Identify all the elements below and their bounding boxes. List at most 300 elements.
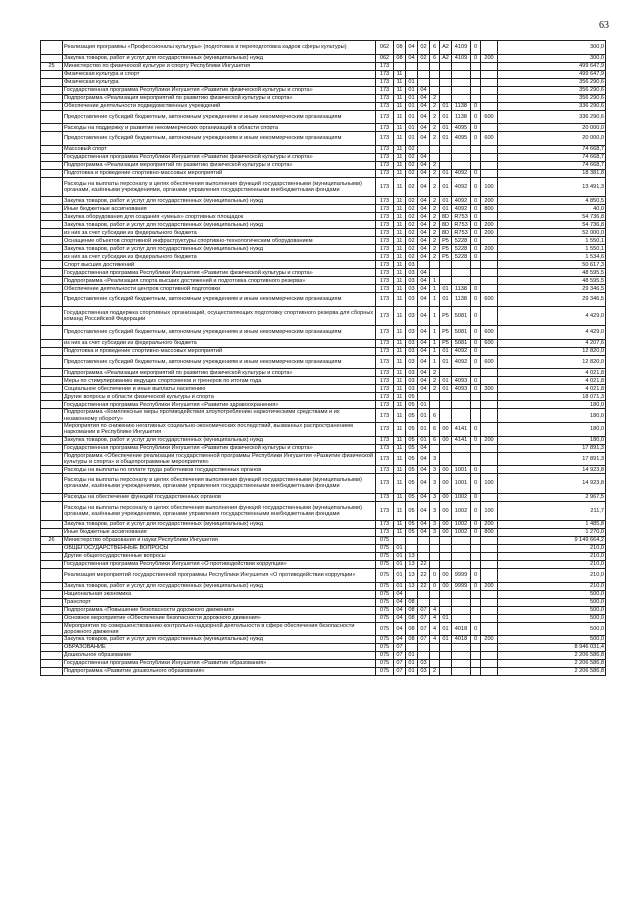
table-row (41, 598, 606, 606)
code-cell: 05 (406, 436, 418, 444)
code-cell: 00 (440, 528, 452, 536)
table-row (41, 582, 606, 590)
code-cell: 8D (440, 229, 452, 237)
code-cell: 173 (376, 78, 394, 86)
code-cell: 173 (376, 466, 394, 474)
row-number-cell (41, 253, 63, 261)
amount-cell: 356 290,6 (498, 78, 606, 86)
table-row (41, 132, 606, 146)
amount-cell: 29 346,5 (498, 285, 606, 293)
code-cell (471, 161, 481, 169)
code-cell: 0 (471, 326, 481, 340)
amount-cell: 1 485,8 (498, 520, 606, 528)
code-cell: 800 (481, 205, 498, 213)
code-cell: 03 (406, 355, 418, 369)
amount-cell: 18 071,3 (498, 393, 606, 401)
code-cell: 173 (376, 253, 394, 261)
code-cell: 01 (440, 355, 452, 369)
amount-cell: 74 668,7 (498, 153, 606, 161)
table-row (41, 153, 606, 161)
code-cell: 01 (406, 668, 418, 676)
code-cell: 8D (440, 213, 452, 221)
code-cell: 04 (418, 213, 430, 221)
code-cell (430, 78, 440, 86)
code-cell: 22 (418, 568, 430, 582)
code-cell: 04 (418, 102, 430, 110)
code-cell: 11 (394, 229, 406, 237)
code-cell: 05 (406, 493, 418, 501)
code-cell: 0 (471, 41, 481, 55)
item-name-cell: Закупка товаров, работ и услуг для государственных (муниципальных) нужд (63, 245, 376, 253)
code-cell: 173 (376, 474, 394, 493)
code-cell: 02 (406, 237, 418, 245)
item-name-cell: Закупка товаров, работ и услуг для государственных (муниципальных) нужд (63, 197, 376, 205)
code-cell: 03 (406, 306, 418, 325)
code-cell: 04 (418, 86, 430, 94)
code-cell (481, 652, 498, 660)
amount-cell: 9 149 664,2 (498, 536, 606, 544)
code-cell (481, 86, 498, 94)
amount-cell: 180,0 (498, 436, 606, 444)
code-cell: 173 (376, 153, 394, 161)
code-cell: 11 (394, 261, 406, 269)
item-name-cell: Предоставление субсидий бюджетным, автономным учреждениям и иным некоммерческим организациям (63, 110, 376, 124)
code-cell: 2 (430, 668, 440, 676)
code-cell: 11 (394, 213, 406, 221)
row-number-cell (41, 145, 63, 153)
row-number-cell (41, 369, 63, 377)
code-cell (481, 124, 498, 132)
code-cell: 173 (376, 102, 394, 110)
code-cell: 11 (394, 169, 406, 177)
table-row (41, 385, 606, 393)
code-cell: 04 (418, 385, 430, 393)
code-cell: 05 (406, 501, 418, 520)
code-cell: 075 (376, 614, 394, 622)
code-cell: 11 (394, 436, 406, 444)
row-number-cell (41, 560, 63, 568)
code-cell (430, 393, 440, 401)
code-cell: 01 (406, 660, 418, 668)
code-cell: 075 (376, 660, 394, 668)
table-row (41, 644, 606, 652)
code-cell: 173 (376, 409, 394, 423)
code-cell: 4018 (452, 622, 471, 636)
table-row (41, 229, 606, 237)
row-number-cell: 26 (41, 536, 63, 544)
row-number-cell (41, 377, 63, 385)
code-cell: P5 (440, 306, 452, 325)
table-row (41, 409, 606, 423)
code-cell: 4 (430, 622, 440, 636)
code-cell: 1002 (452, 493, 471, 501)
row-number-cell (41, 668, 63, 676)
code-cell: P5 (440, 245, 452, 253)
code-cell (452, 544, 471, 552)
code-cell: 04 (418, 377, 430, 385)
code-cell (481, 169, 498, 177)
code-cell: 600 (481, 132, 498, 146)
code-cell: 04 (418, 501, 430, 520)
row-number-cell (41, 614, 63, 622)
table-row (41, 54, 606, 62)
code-cell: 07 (394, 644, 406, 652)
code-cell (471, 401, 481, 409)
code-cell: 0 (471, 213, 481, 221)
code-cell: 5081 (452, 326, 471, 340)
code-cell: 11 (394, 409, 406, 423)
code-cell: 01 (418, 409, 430, 423)
code-cell (481, 560, 498, 568)
code-cell: 173 (376, 197, 394, 205)
item-name-cell: из них за счет субсидии из федерального бюджета (63, 229, 376, 237)
code-cell: 2 (430, 245, 440, 253)
code-cell (418, 261, 430, 269)
table-row (41, 422, 606, 436)
item-name-cell: Закупка товаров, работ и услуг для государственных (муниципальных) нужд (63, 636, 376, 644)
item-name-cell: Государственная программа Республики Ингушетия «Развитие физической культуры и спорта» (63, 86, 376, 94)
table-row (41, 269, 606, 277)
table-row (41, 237, 606, 245)
code-cell: 02 (418, 41, 430, 55)
code-cell: 11 (394, 347, 406, 355)
code-cell: 01 (440, 169, 452, 177)
item-name-cell: Подпрограмма «Повышение безопасности дорожного движения» (63, 606, 376, 614)
code-cell: 00 (440, 436, 452, 444)
code-cell: 1138 (452, 293, 471, 307)
code-cell (406, 644, 418, 652)
code-cell: 01 (406, 110, 418, 124)
code-cell (452, 444, 471, 452)
row-number-cell (41, 422, 63, 436)
row-number-cell (41, 285, 63, 293)
item-name-cell: Подпрограмма «Реализация мероприятий по развитию физической культуры и спорта» (63, 369, 376, 377)
code-cell: 11 (394, 102, 406, 110)
code-cell: 4093 (452, 377, 471, 385)
code-cell (440, 70, 452, 78)
row-number-cell (41, 466, 63, 474)
item-name-cell: Предоставление субсидий бюджетным, автономным учреждениям и иным некоммерческим организациям (63, 355, 376, 369)
code-cell: 02 (418, 54, 430, 62)
code-cell: 00 (440, 568, 452, 582)
amount-cell: 1 550,1 (498, 245, 606, 253)
code-cell (430, 644, 440, 652)
item-name-cell: Предоставление субсидий бюджетным, автономным учреждениям и иным некоммерческим организациям (63, 326, 376, 340)
item-name-cell: Подготовка и проведение спортивно-массовых мероприятий (63, 169, 376, 177)
code-cell: 11 (394, 306, 406, 325)
code-cell: 173 (376, 221, 394, 229)
code-cell (481, 622, 498, 636)
amount-cell: 20 000,0 (498, 124, 606, 132)
code-cell: 08 (406, 636, 418, 644)
code-cell (481, 347, 498, 355)
code-cell: 13 (406, 568, 418, 582)
code-cell: 11 (394, 277, 406, 285)
code-cell: 0 (471, 285, 481, 293)
code-cell (440, 62, 452, 70)
code-cell: 05 (406, 409, 418, 423)
code-cell: 075 (376, 568, 394, 582)
item-name-cell: Государственная поддержка спортивных организаций, осуществляющих подготовку спортивного резерва для сборных команд Российской Федерации (63, 306, 376, 325)
code-cell: 04 (418, 347, 430, 355)
code-cell: 00 (440, 474, 452, 493)
item-name-cell: Государственная программа Республики Ингушетия «Развитие образования» (63, 660, 376, 668)
code-cell: 11 (394, 355, 406, 369)
code-cell: 075 (376, 652, 394, 660)
row-number-cell (41, 436, 63, 444)
amount-cell: 2 206 586,8 (498, 660, 606, 668)
code-cell: 4141 (452, 422, 471, 436)
code-cell: 04 (418, 197, 430, 205)
code-cell: 075 (376, 536, 394, 544)
amount-cell: 499 647,9 (498, 70, 606, 78)
code-cell: 07 (418, 614, 430, 622)
code-cell: 4 (430, 606, 440, 614)
code-cell: 1138 (452, 110, 471, 124)
code-cell: 01 (406, 652, 418, 660)
row-number-cell (41, 474, 63, 493)
code-cell: 075 (376, 552, 394, 560)
code-cell (440, 78, 452, 86)
code-cell: 11 (394, 326, 406, 340)
amount-cell: 17 891,3 (498, 444, 606, 452)
code-cell: 08 (394, 41, 406, 55)
code-cell: 2 (430, 161, 440, 169)
table-row (41, 568, 606, 582)
code-cell: 00 (440, 501, 452, 520)
code-cell: 11 (394, 422, 406, 436)
code-cell (452, 598, 471, 606)
code-cell (440, 560, 452, 568)
code-cell (440, 369, 452, 377)
row-number-cell (41, 544, 63, 552)
code-cell: 07 (418, 622, 430, 636)
code-cell: 0 (471, 197, 481, 205)
amount-cell: 12 820,0 (498, 355, 606, 369)
code-cell: 01 (440, 385, 452, 393)
table-row (41, 62, 606, 70)
code-cell: 1002 (452, 520, 471, 528)
code-cell (418, 536, 430, 544)
code-cell (418, 393, 430, 401)
code-cell: 173 (376, 452, 394, 466)
code-cell: 300 (481, 385, 498, 393)
code-cell (481, 409, 498, 423)
code-cell: 03 (418, 660, 430, 668)
code-cell: 0 (471, 568, 481, 582)
row-number-cell (41, 326, 63, 340)
item-name-cell: Государственная программа Республики Ингушетия «Развитие здравоохранения» (63, 401, 376, 409)
code-cell (440, 145, 452, 153)
table-row (41, 70, 606, 78)
table-row (41, 369, 606, 377)
code-cell: 04 (418, 369, 430, 377)
code-cell (452, 369, 471, 377)
row-number-cell (41, 213, 63, 221)
code-cell: 0 (430, 568, 440, 582)
amount-cell: 500,0 (498, 614, 606, 622)
code-cell (452, 86, 471, 94)
row-number-cell (41, 237, 63, 245)
code-cell: 04 (394, 590, 406, 598)
amount-cell: 17 891,3 (498, 452, 606, 466)
row-number-cell (41, 598, 63, 606)
code-cell: 04 (418, 205, 430, 213)
code-cell (440, 452, 452, 466)
row-number-cell: 25 (41, 62, 63, 70)
item-name-cell: из них за счет субсидии из федерального бюджета (63, 253, 376, 261)
amount-cell: 1 550,1 (498, 237, 606, 245)
code-cell (430, 401, 440, 409)
item-name-cell: Основное мероприятие «Обеспечение безопасности дорожного движения» (63, 614, 376, 622)
item-name-cell: Закупка товаров, работ и услуг для государственных (муниципальных) нужд (63, 436, 376, 444)
row-number-cell (41, 652, 63, 660)
code-cell: 0 (471, 355, 481, 369)
code-cell: 0 (471, 54, 481, 62)
code-cell: А2 (440, 54, 452, 62)
item-name-cell: Спорт высших достижений (63, 261, 376, 269)
code-cell (471, 552, 481, 560)
item-name-cell: Обеспечение деятельности центров спортивной подготовки (63, 285, 376, 293)
code-cell (430, 86, 440, 94)
table-row (41, 285, 606, 293)
row-number-cell (41, 177, 63, 196)
code-cell: 2 (430, 132, 440, 146)
code-cell: 04 (418, 285, 430, 293)
code-cell (452, 153, 471, 161)
row-number-cell (41, 444, 63, 452)
code-cell: 04 (394, 622, 406, 636)
code-cell (452, 269, 471, 277)
table-row (41, 622, 606, 636)
code-cell: 01 (440, 636, 452, 644)
code-cell (440, 409, 452, 423)
item-name-cell: Меры по стимулированию ведущих спортсменов и тренеров по итогам года (63, 377, 376, 385)
row-number-cell (41, 644, 63, 652)
code-cell: 6 (430, 422, 440, 436)
code-cell: 0 (471, 474, 481, 493)
code-cell: 13 (406, 560, 418, 568)
code-cell (440, 552, 452, 560)
code-cell (452, 606, 471, 614)
code-cell: 11 (394, 70, 406, 78)
amount-cell: 500,0 (498, 590, 606, 598)
code-cell (440, 86, 452, 94)
code-cell (452, 560, 471, 568)
row-number-cell (41, 393, 63, 401)
code-cell: 01 (394, 582, 406, 590)
amount-cell: 4 429,0 (498, 306, 606, 325)
code-cell (440, 393, 452, 401)
item-name-cell: Обеспечение деятельности подведомственных учреждений (63, 102, 376, 110)
code-cell (452, 644, 471, 652)
code-cell: 100 (481, 177, 498, 196)
code-cell: 075 (376, 622, 394, 636)
item-name-cell: Расходы на выплаты персоналу в целях обеспечения выполнения функций государственными (муниципальными) органами, казёнными учреждениями, органами управления государственными внебюджетными фондами (63, 474, 376, 493)
code-cell: 173 (376, 229, 394, 237)
item-name-cell: Подпрограмма «Обеспечение реализации государственной программы Республики Ингушетия «Развитие физической культуры и спорта» и общепрограммные мероприятия» (63, 452, 376, 466)
code-cell: 05 (406, 466, 418, 474)
code-cell: 173 (376, 306, 394, 325)
code-cell: 11 (394, 493, 406, 501)
amount-cell: 499 647,9 (498, 62, 606, 70)
code-cell (481, 660, 498, 668)
table-row (41, 668, 606, 676)
row-number-cell (41, 132, 63, 146)
code-cell (481, 452, 498, 466)
code-cell: 3 (430, 474, 440, 493)
code-cell: 0 (471, 466, 481, 474)
code-cell: 6 (430, 41, 440, 55)
row-number-cell (41, 78, 63, 86)
code-cell: 03 (406, 261, 418, 269)
code-cell (440, 153, 452, 161)
code-cell: 02 (406, 145, 418, 153)
code-cell (471, 652, 481, 660)
code-cell (481, 401, 498, 409)
code-cell: 1002 (452, 528, 471, 536)
code-cell: 173 (376, 205, 394, 213)
code-cell: 1138 (452, 285, 471, 293)
code-cell: 2 (430, 102, 440, 110)
item-name-cell: Массовый спорт (63, 145, 376, 153)
code-cell: 173 (376, 436, 394, 444)
table-row (41, 177, 606, 196)
code-cell: 08 (406, 614, 418, 622)
code-cell: 05 (406, 401, 418, 409)
code-cell: 11 (394, 94, 406, 102)
table-row (41, 124, 606, 132)
code-cell: 0 (471, 293, 481, 307)
code-cell: 173 (376, 501, 394, 520)
row-number-cell (41, 409, 63, 423)
table-row (41, 493, 606, 501)
code-cell: R753 (452, 221, 471, 229)
amount-cell: 40,0 (498, 205, 606, 213)
amount-cell: 2 206 586,8 (498, 652, 606, 660)
code-cell: 22 (418, 582, 430, 590)
code-cell: 200 (481, 520, 498, 528)
code-cell: 0 (471, 132, 481, 146)
table-row (41, 145, 606, 153)
code-cell: 00 (440, 422, 452, 436)
code-cell: 11 (394, 452, 406, 466)
code-cell (471, 277, 481, 285)
code-cell: 05 (406, 422, 418, 436)
code-cell: 01 (440, 102, 452, 110)
item-name-cell: Иные бюджетные ассигнования (63, 528, 376, 536)
code-cell: 6 (430, 436, 440, 444)
code-cell (481, 493, 498, 501)
item-name-cell: Министерство по физической культуре и спорту Республики Ингушетия (63, 62, 376, 70)
code-cell (471, 369, 481, 377)
item-name-cell: Физическая культура (63, 78, 376, 86)
code-cell: 04 (418, 326, 430, 340)
code-cell (418, 644, 430, 652)
code-cell: 03 (406, 269, 418, 277)
code-cell (471, 94, 481, 102)
code-cell: 01 (394, 560, 406, 568)
code-cell: 04 (418, 293, 430, 307)
code-cell: 01 (440, 132, 452, 146)
row-number-cell (41, 385, 63, 393)
code-cell: 13 (406, 582, 418, 590)
code-cell: 1 (430, 306, 440, 325)
code-cell (481, 544, 498, 552)
item-name-cell: Транспорт (63, 598, 376, 606)
code-cell: 03 (406, 377, 418, 385)
code-cell: 173 (376, 422, 394, 436)
